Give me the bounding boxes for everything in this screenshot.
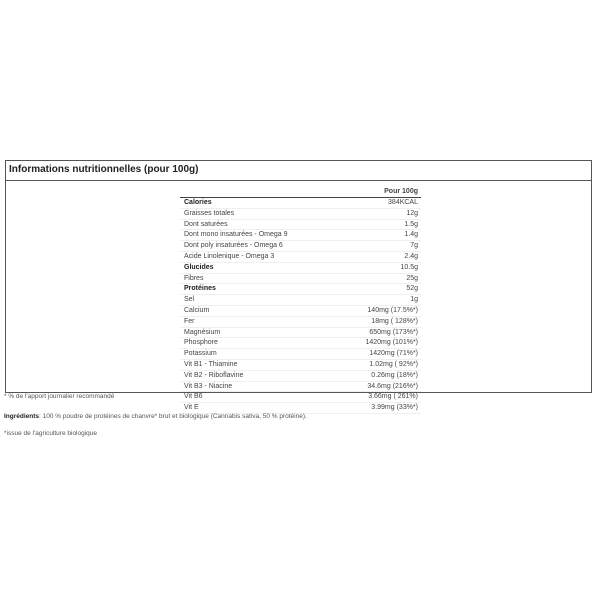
- nutrient-value: 1.02mg ( 92%*): [369, 360, 418, 368]
- nutrient-value: 1g: [410, 296, 418, 304]
- nutrient-label: Potassium: [184, 350, 217, 358]
- nutrient-value: 384KCAL: [388, 199, 418, 206]
- table-row: [180, 317, 421, 328]
- nutrient-value: 18mg ( 128%*): [371, 317, 418, 325]
- nutrient-label: Vit E: [184, 404, 199, 412]
- nutrient-value: 2.4g: [404, 252, 418, 260]
- table-row: [180, 349, 421, 360]
- nutrient-value: 1.4g: [404, 231, 418, 239]
- table-row: [180, 338, 421, 349]
- table-row: [180, 252, 421, 263]
- nutrient-value: 0.26mg (18%*): [371, 371, 418, 379]
- footnote: * % de l'apport journalier recommandé: [4, 393, 115, 400]
- table-row: [180, 295, 421, 306]
- table-row: [180, 392, 421, 403]
- nutrient-value: 10.5g: [400, 263, 418, 271]
- table-row: [180, 241, 421, 252]
- table-row: [180, 209, 421, 220]
- nutrient-value: 140mg (17.5%*): [367, 306, 418, 314]
- nutrient-label: Calcium: [184, 306, 210, 314]
- table-row: [180, 328, 421, 339]
- table-row: [180, 198, 421, 209]
- nutrient-label: Vit B2 - Riboflavine: [184, 371, 244, 379]
- nutrient-value: 1420mg (71%*): [369, 350, 418, 358]
- table-row: [180, 220, 421, 231]
- ingredients-text: : 100 % poudre de protéines de chanvre* brut et biologique (Cannabis sativa, 50 % protéine).: [39, 413, 307, 420]
- nutrient-value: 25g: [406, 274, 418, 282]
- nutrient-value: 7g: [410, 242, 418, 250]
- nutrient-label: Graisses totales: [184, 209, 235, 217]
- nutrient-value: 1.5g: [404, 220, 418, 228]
- ingredients-label: Ingrédients: [4, 413, 40, 420]
- table-row: [180, 230, 421, 241]
- nutrient-label: Glucides: [184, 263, 214, 271]
- nutrient-value: 12g: [406, 209, 418, 217]
- nutrient-value: 34.6mg (216%*): [367, 382, 418, 390]
- ingredients-line: [4, 413, 307, 420]
- nutrient-value: 3.99mg (33%*): [371, 404, 418, 412]
- nutrient-label: Protéines: [184, 285, 216, 293]
- nutrient-label: Vit B3 - Niacine: [184, 382, 233, 390]
- nutrient-value: 52g: [406, 285, 418, 293]
- nutrient-label: Phosphore: [184, 339, 218, 347]
- table-row: [180, 382, 421, 393]
- table-row: [180, 306, 421, 317]
- table-row: [180, 371, 421, 382]
- table-row: [180, 284, 421, 295]
- table-row: [180, 360, 421, 371]
- nutrient-label: Vit B6: [184, 393, 203, 401]
- table-header-row: [180, 187, 421, 198]
- nutrient-value: 3.66mg ( 261%): [368, 393, 418, 401]
- column-header: Pour 100g: [384, 188, 418, 196]
- nutrient-label: Dont saturées: [184, 220, 228, 228]
- nutrient-label: Magnésium: [184, 328, 221, 336]
- title-divider: [6, 180, 591, 181]
- table-row: [180, 263, 421, 274]
- panel-title: Informations nutritionnelles (pour 100g): [9, 164, 199, 175]
- nutrient-label: Fer: [184, 317, 195, 325]
- table-row: [180, 274, 421, 285]
- nutrient-label: Dont mono insaturées - Omega 9: [184, 231, 288, 239]
- nutrient-label: Vit B1 - Thiamine: [184, 360, 238, 368]
- nutrient-label: Sel: [184, 296, 195, 304]
- nutrient-label: Calories: [184, 199, 212, 206]
- nutrient-label: Acide Linolenique - Omega 3: [184, 252, 275, 260]
- organic-note: *issue de l'agriculture biologique: [4, 430, 98, 437]
- nutrient-label: Fibres: [184, 274, 204, 282]
- nutrient-value: 1420mg (101%*): [365, 339, 418, 347]
- nutrient-label: Dont poly insaturées - Omega 6: [184, 242, 283, 250]
- nutrient-value: 650mg (173%*): [369, 328, 418, 336]
- nutrition-table: [180, 187, 421, 414]
